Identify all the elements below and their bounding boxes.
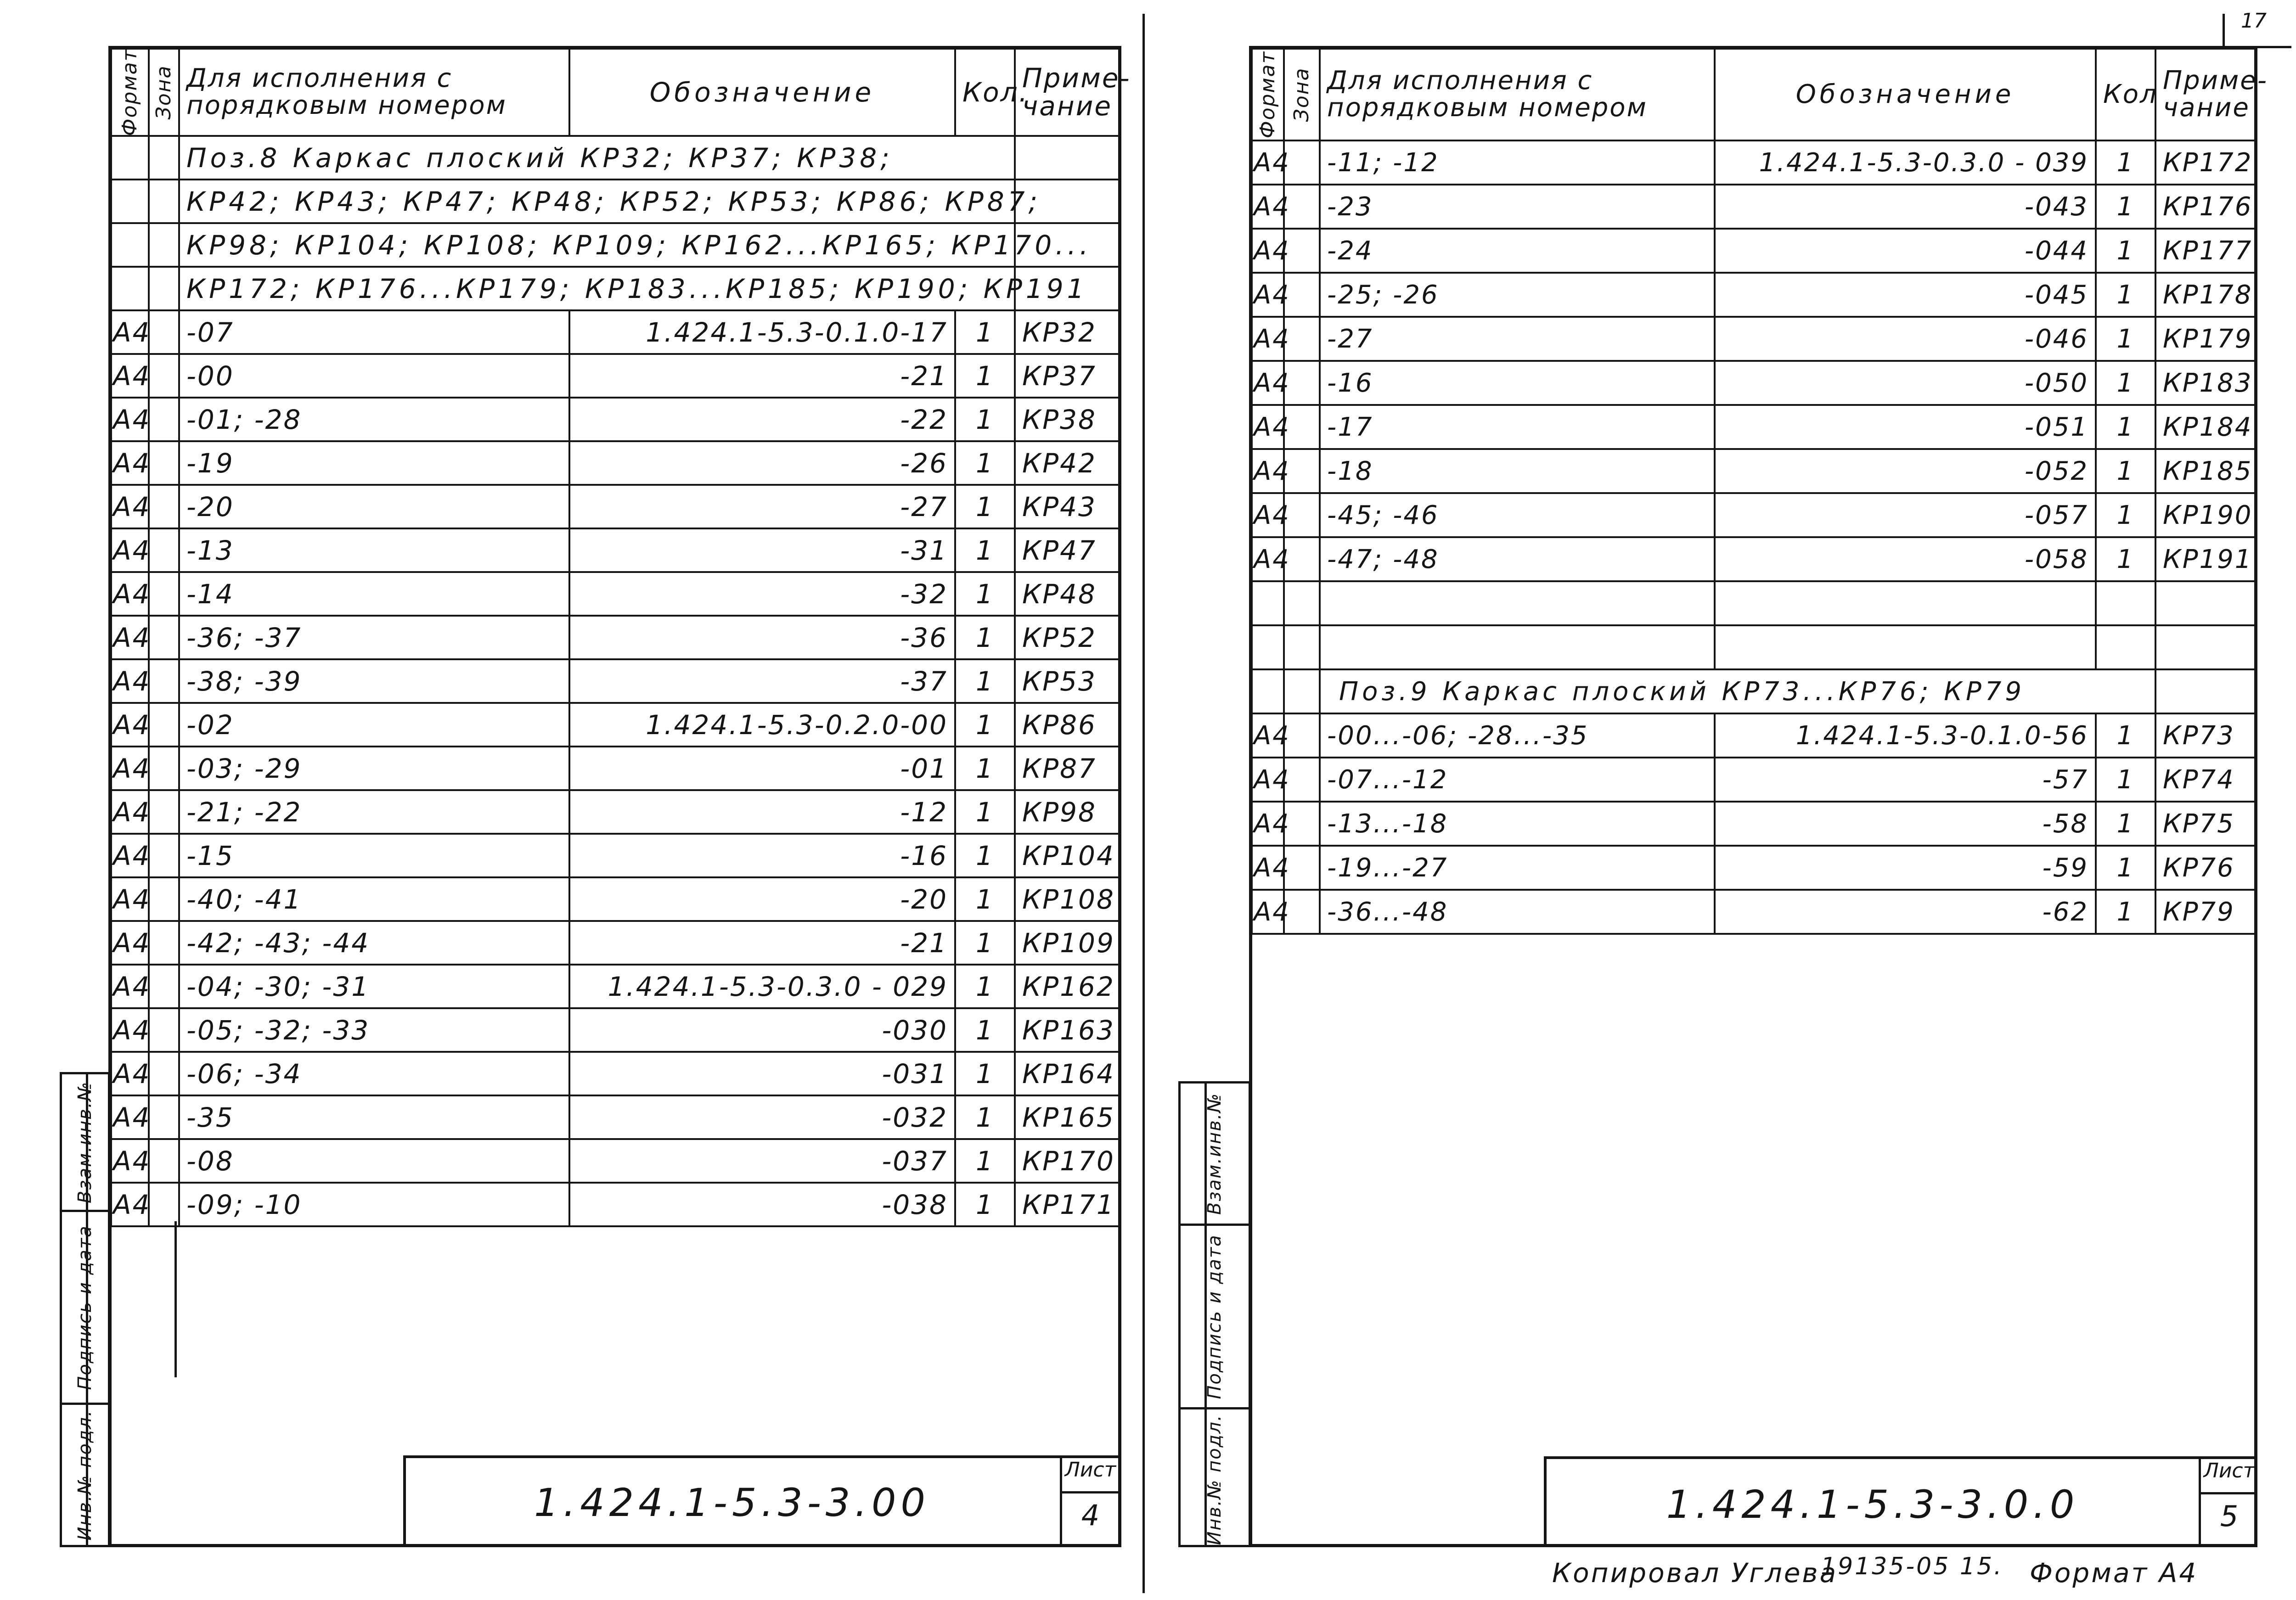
cell-qty: 1 bbox=[955, 1008, 1015, 1052]
cell-variant: -00...-06; -28...-35 bbox=[1320, 713, 1715, 758]
cell-note: КР53 bbox=[1015, 659, 1120, 703]
header-format: Формат bbox=[1252, 49, 1284, 140]
binding-orig-inv: Инв.№ подл. bbox=[74, 1409, 96, 1541]
group-row bbox=[111, 223, 1120, 267]
cell-variant: -00 bbox=[179, 354, 569, 398]
cell-note: КР75 bbox=[2155, 802, 2257, 846]
right-stamp-code: 1.424.1-5.3-3.0.0 bbox=[1666, 1482, 2079, 1527]
cell-format: А4 bbox=[111, 398, 149, 441]
cell-qty: 1 bbox=[2096, 361, 2155, 405]
cell-format: А4 bbox=[111, 790, 149, 834]
table-row bbox=[1252, 273, 2257, 317]
cell-designation: -043 bbox=[1715, 185, 2096, 229]
right-binding-strip bbox=[1178, 1081, 1251, 1547]
header-zone: Зона bbox=[1284, 49, 1320, 140]
cell-qty: 1 bbox=[955, 965, 1015, 1008]
cell-note: КР73 bbox=[2155, 713, 2257, 758]
group-row bbox=[1252, 669, 2257, 713]
table-row bbox=[111, 965, 1120, 1008]
table-row bbox=[111, 310, 1120, 354]
cell-variant: -47; -48 bbox=[1320, 537, 1715, 581]
cell-variant: -23 bbox=[1320, 185, 1715, 229]
cell-format: А4 bbox=[111, 921, 149, 965]
cell-zone bbox=[149, 310, 179, 354]
cell-variant: -17 bbox=[1320, 405, 1715, 449]
table-row bbox=[111, 790, 1120, 834]
group-title-line: КР172; КР176...КР179; КР183...КР185; КР190; КР191 bbox=[179, 267, 1015, 310]
cell-zone bbox=[149, 616, 179, 659]
table-row bbox=[111, 1052, 1120, 1095]
left-binding-strip bbox=[60, 1072, 110, 1547]
cell-designation: -58 bbox=[1715, 802, 2096, 846]
cell-format: А4 bbox=[111, 616, 149, 659]
group-title-line: Поз.8 Каркас плоский КР32; КР37; КР38; bbox=[179, 136, 1015, 180]
cell-variant: -21; -22 bbox=[179, 790, 569, 834]
cell-note: КР178 bbox=[2155, 273, 2257, 317]
cell-format: А4 bbox=[111, 659, 149, 703]
cell-designation: -037 bbox=[569, 1139, 955, 1183]
cell-note: КР179 bbox=[2155, 317, 2257, 361]
cell-designation: -032 bbox=[569, 1095, 955, 1139]
cell-variant: -36; -37 bbox=[179, 616, 569, 659]
cell-format: А4 bbox=[1252, 273, 1284, 317]
cell-note: КР163 bbox=[1015, 1008, 1120, 1052]
footer-order-number: 19135-05 15. bbox=[1821, 1553, 2003, 1580]
cell-note: КР98 bbox=[1015, 790, 1120, 834]
blank-row bbox=[1252, 581, 2257, 625]
binding-orig-inv: Инв.№ подл. bbox=[1204, 1414, 1225, 1545]
cell-designation: -044 bbox=[1715, 229, 2096, 273]
cell-qty: 1 bbox=[955, 354, 1015, 398]
cell-format: А4 bbox=[1252, 890, 1284, 934]
cell-variant: -13...-18 bbox=[1320, 802, 1715, 846]
binding-sign-date: Подпись и дата bbox=[1181, 1226, 1249, 1409]
cell-designation: -26 bbox=[569, 441, 955, 485]
cell-note: КР177 bbox=[2155, 229, 2257, 273]
cell-format: А4 bbox=[1252, 185, 1284, 229]
cell-designation: -057 bbox=[1715, 493, 2096, 537]
cell-format: А4 bbox=[111, 1095, 149, 1139]
table-row bbox=[1252, 846, 2257, 890]
cell-format: А4 bbox=[111, 310, 149, 354]
cell-designation: 1.424.1-5.3-0.3.0 - 029 bbox=[569, 965, 955, 1008]
table-row bbox=[111, 1139, 1120, 1183]
table-row bbox=[1252, 758, 2257, 802]
right-sheet-number bbox=[2199, 1459, 2257, 1544]
cell-format: А4 bbox=[1252, 317, 1284, 361]
cell-zone bbox=[149, 834, 179, 877]
table-row bbox=[111, 572, 1120, 616]
cell-qty: 1 bbox=[955, 747, 1015, 790]
binding-sign-date: Подпись и дата bbox=[62, 1212, 108, 1405]
table-row bbox=[111, 441, 1120, 485]
cell-format: А4 bbox=[1252, 758, 1284, 802]
cell-variant: -38; -39 bbox=[179, 659, 569, 703]
header-format: Формат bbox=[111, 49, 149, 136]
cell-note: КР170 bbox=[1015, 1139, 1120, 1183]
cell-variant: -13 bbox=[179, 528, 569, 572]
cell-note: КР184 bbox=[2155, 405, 2257, 449]
cell-qty: 1 bbox=[955, 485, 1015, 528]
cell-variant: -36...-48 bbox=[1320, 890, 1715, 934]
cell-zone bbox=[149, 965, 179, 1008]
cell-variant: -24 bbox=[1320, 229, 1715, 273]
cell-variant: -16 bbox=[1320, 361, 1715, 405]
cell-zone bbox=[149, 1052, 179, 1095]
cell-note: КР76 bbox=[2155, 846, 2257, 890]
cell-designation: 1.424.1-5.3-0.1.0-56 bbox=[1715, 713, 2096, 758]
cell-note: КР109 bbox=[1015, 921, 1120, 965]
cell-variant: -05; -32; -33 bbox=[179, 1008, 569, 1052]
cell-format: А4 bbox=[111, 528, 149, 572]
table-row bbox=[1252, 713, 2257, 758]
left-title-block bbox=[403, 1455, 1121, 1547]
cell-note: КР74 bbox=[2155, 758, 2257, 802]
header-variant: Для исполнения с порядковым номером bbox=[179, 49, 569, 136]
cell-designation: -21 bbox=[569, 354, 955, 398]
cell-note: КР162 bbox=[1015, 965, 1120, 1008]
cell-note: КР86 bbox=[1015, 703, 1120, 747]
table-row bbox=[111, 659, 1120, 703]
group-row bbox=[111, 180, 1120, 223]
cell-qty: 1 bbox=[955, 790, 1015, 834]
cell-qty: 1 bbox=[955, 1052, 1015, 1095]
cell-note: КР108 bbox=[1015, 877, 1120, 921]
group-title-line: КР42; КР43; КР47; КР48; КР52; КР53; КР86; КР87; bbox=[179, 180, 1015, 223]
cell-designation: -57 bbox=[1715, 758, 2096, 802]
group-row bbox=[111, 267, 1120, 310]
left-spec-table bbox=[110, 48, 1131, 1227]
cell-qty: 1 bbox=[2096, 537, 2155, 581]
table-row bbox=[111, 354, 1120, 398]
cell-variant: -02 bbox=[179, 703, 569, 747]
cell-zone bbox=[149, 703, 179, 747]
cell-zone bbox=[149, 659, 179, 703]
cell-note: КР32 bbox=[1015, 310, 1120, 354]
header-qty: Кол. bbox=[955, 49, 1015, 136]
cell-format: А4 bbox=[1252, 846, 1284, 890]
right-spec-table bbox=[1251, 48, 2268, 935]
table-row bbox=[111, 398, 1120, 441]
header-note: Приме- чание bbox=[1015, 49, 1120, 136]
cell-designation: -031 bbox=[569, 1052, 955, 1095]
cell-note: КР37 bbox=[1015, 354, 1120, 398]
sheet-label: Лист bbox=[1062, 1458, 1119, 1493]
cell-note: КР104 bbox=[1015, 834, 1120, 877]
cell-zone bbox=[149, 485, 179, 528]
cell-note: КР172 bbox=[2155, 140, 2257, 185]
cell-format: А4 bbox=[111, 354, 149, 398]
table-row bbox=[1252, 405, 2257, 449]
sheet-number: 4 bbox=[1081, 1499, 1100, 1532]
cell-format: А4 bbox=[1252, 405, 1284, 449]
cell-designation: -31 bbox=[569, 528, 955, 572]
cell-qty: 1 bbox=[2096, 713, 2155, 758]
cell-designation: -058 bbox=[1715, 537, 2096, 581]
cell-zone bbox=[149, 790, 179, 834]
cell-zone bbox=[149, 528, 179, 572]
cell-note: КР185 bbox=[2155, 449, 2257, 493]
header-designation: Обозначение bbox=[569, 49, 955, 136]
cell-zone bbox=[149, 747, 179, 790]
cell-qty: 1 bbox=[2096, 758, 2155, 802]
cell-qty: 1 bbox=[2096, 273, 2155, 317]
cell-format: А4 bbox=[111, 965, 149, 1008]
table-row bbox=[111, 485, 1120, 528]
cell-variant: -04; -30; -31 bbox=[179, 965, 569, 1008]
cell-qty: 1 bbox=[2096, 317, 2155, 361]
cell-qty: 1 bbox=[955, 441, 1015, 485]
cell-qty: 1 bbox=[955, 1095, 1015, 1139]
cell-format: А4 bbox=[1252, 140, 1284, 185]
group-title-line: Поз.9 Каркас плоский КР73...КР76; КР79 bbox=[1320, 669, 2155, 713]
cell-variant: -19 bbox=[179, 441, 569, 485]
cell-designation: -59 bbox=[1715, 846, 2096, 890]
cell-qty: 1 bbox=[955, 310, 1015, 354]
binding-replace-inv: Взам.инв.№ bbox=[1181, 1084, 1249, 1226]
cell-format: А4 bbox=[1252, 802, 1284, 846]
cell-note: КР38 bbox=[1015, 398, 1120, 441]
cell-qty: 1 bbox=[955, 528, 1015, 572]
cell-variant: -01; -28 bbox=[179, 398, 569, 441]
table-row bbox=[1252, 537, 2257, 581]
cell-note: КР176 bbox=[2155, 185, 2257, 229]
cell-qty: 1 bbox=[955, 616, 1015, 659]
cell-qty: 1 bbox=[2096, 185, 2155, 229]
cell-zone bbox=[149, 1139, 179, 1183]
table-row bbox=[1252, 802, 2257, 846]
cell-note: КР164 bbox=[1015, 1052, 1120, 1095]
table-row bbox=[111, 747, 1120, 790]
table-row bbox=[111, 1095, 1120, 1139]
footer-copied-by: Копировал Углева bbox=[1552, 1557, 1838, 1589]
table-row bbox=[111, 703, 1120, 747]
cell-variant: -18 bbox=[1320, 449, 1715, 493]
cell-variant: -27 bbox=[1320, 317, 1715, 361]
table-row bbox=[1252, 890, 2257, 934]
cell-format: А4 bbox=[111, 1139, 149, 1183]
cell-qty: 1 bbox=[2096, 846, 2155, 890]
cell-designation: -052 bbox=[1715, 449, 2096, 493]
page-number: 17 bbox=[2241, 9, 2267, 33]
cell-zone bbox=[149, 572, 179, 616]
cell-variant: -45; -46 bbox=[1320, 493, 1715, 537]
cell-designation: -20 bbox=[569, 877, 955, 921]
cell-variant: -40; -41 bbox=[179, 877, 569, 921]
left-table-extension bbox=[174, 1221, 177, 1377]
cell-designation: 1.424.1-5.3-0.1.0-17 bbox=[569, 310, 955, 354]
cell-designation: 1.424.1-5.3-0.2.0-00 bbox=[569, 703, 955, 747]
table-row bbox=[1252, 449, 2257, 493]
cell-note: КР171 bbox=[1015, 1183, 1120, 1226]
cell-format: А4 bbox=[111, 877, 149, 921]
cell-qty: 1 bbox=[955, 877, 1015, 921]
cell-designation: 1.424.1-5.3-0.3.0 - 039 bbox=[1715, 140, 2096, 185]
cell-designation: -030 bbox=[569, 1008, 955, 1052]
cell-qty: 1 bbox=[2096, 493, 2155, 537]
table-row bbox=[111, 877, 1120, 921]
table-row bbox=[111, 834, 1120, 877]
table-row bbox=[111, 616, 1120, 659]
cell-variant: -11; -12 bbox=[1320, 140, 1715, 185]
cell-designation: -050 bbox=[1715, 361, 2096, 405]
cell-qty: 1 bbox=[955, 398, 1015, 441]
sheet-label: Лист bbox=[2201, 1459, 2257, 1494]
cell-format: А4 bbox=[111, 747, 149, 790]
cell-variant: -06; -34 bbox=[179, 1052, 569, 1095]
header-variant: Для исполнения с порядковым номером bbox=[1320, 49, 1715, 140]
table-row bbox=[111, 1183, 1120, 1226]
table-row bbox=[1252, 229, 2257, 273]
cell-variant: -08 bbox=[179, 1139, 569, 1183]
cell-format: А4 bbox=[1252, 361, 1284, 405]
cell-designation: -16 bbox=[569, 834, 955, 877]
cell-designation: -051 bbox=[1715, 405, 2096, 449]
table-row bbox=[1252, 317, 2257, 361]
header-note: Приме- чание bbox=[2155, 49, 2257, 140]
header-zone: Зона bbox=[149, 49, 179, 136]
cell-variant: -42; -43; -44 bbox=[179, 921, 569, 965]
cell-format: А4 bbox=[1252, 713, 1284, 758]
cell-format: А4 bbox=[111, 1008, 149, 1052]
binding-replace-inv: Взам.инв.№ bbox=[62, 1074, 108, 1212]
cell-format: А4 bbox=[111, 1183, 149, 1226]
cell-variant: -20 bbox=[179, 485, 569, 528]
cell-format: А4 bbox=[1252, 537, 1284, 581]
cell-note: КР42 bbox=[1015, 441, 1120, 485]
cell-note: КР191 bbox=[2155, 537, 2257, 581]
cell-format: А4 bbox=[111, 572, 149, 616]
cell-format: А4 bbox=[111, 441, 149, 485]
table-row bbox=[111, 528, 1120, 572]
cell-note: КР48 bbox=[1015, 572, 1120, 616]
cell-note: КР165 bbox=[1015, 1095, 1120, 1139]
cell-note: КР43 bbox=[1015, 485, 1120, 528]
cell-variant: -35 bbox=[179, 1095, 569, 1139]
cell-qty: 1 bbox=[955, 921, 1015, 965]
cell-variant: -15 bbox=[179, 834, 569, 877]
cell-qty: 1 bbox=[955, 1183, 1015, 1226]
cell-qty: 1 bbox=[955, 834, 1015, 877]
cell-designation: -12 bbox=[569, 790, 955, 834]
cell-variant: -03; -29 bbox=[179, 747, 569, 790]
cell-designation: -01 bbox=[569, 747, 955, 790]
cell-zone bbox=[149, 877, 179, 921]
cell-zone bbox=[149, 354, 179, 398]
cell-note: КР183 bbox=[2155, 361, 2257, 405]
cell-qty: 1 bbox=[955, 572, 1015, 616]
table-row bbox=[111, 921, 1120, 965]
cell-designation: -36 bbox=[569, 616, 955, 659]
cell-qty: 1 bbox=[955, 703, 1015, 747]
cell-designation: -046 bbox=[1715, 317, 2096, 361]
group-title-line: КР98; КР104; КР108; КР109; КР162...КР165; КР170... bbox=[179, 223, 1015, 267]
cell-format: А4 bbox=[1252, 229, 1284, 273]
cell-format: А4 bbox=[1252, 449, 1284, 493]
cell-designation: -32 bbox=[569, 572, 955, 616]
cell-note: КР87 bbox=[1015, 747, 1120, 790]
footer-format: Формат А4 bbox=[2030, 1557, 2198, 1589]
cell-note: КР52 bbox=[1015, 616, 1120, 659]
table-header bbox=[111, 49, 1120, 136]
cell-qty: 1 bbox=[955, 659, 1015, 703]
group-row bbox=[111, 136, 1120, 180]
cell-format: А4 bbox=[111, 1052, 149, 1095]
cell-note: КР47 bbox=[1015, 528, 1120, 572]
cell-zone bbox=[149, 1183, 179, 1226]
cell-qty: 1 bbox=[2096, 890, 2155, 934]
cell-format: А4 bbox=[111, 485, 149, 528]
cell-qty: 1 bbox=[2096, 229, 2155, 273]
cell-variant: -14 bbox=[179, 572, 569, 616]
cell-qty: 1 bbox=[2096, 802, 2155, 846]
cell-qty: 1 bbox=[2096, 405, 2155, 449]
cell-zone bbox=[149, 398, 179, 441]
center-fold-line bbox=[1142, 14, 1145, 1593]
left-stamp-code: 1.424.1-5.3-3.00 bbox=[534, 1480, 930, 1525]
cell-variant: -09; -10 bbox=[179, 1183, 569, 1226]
cell-note: КР79 bbox=[2155, 890, 2257, 934]
cell-format: А4 bbox=[111, 703, 149, 747]
cell-format: А4 bbox=[1252, 493, 1284, 537]
cell-designation: -22 bbox=[569, 398, 955, 441]
blank-row bbox=[1252, 625, 2257, 669]
cell-variant: -25; -26 bbox=[1320, 273, 1715, 317]
cell-zone bbox=[149, 1095, 179, 1139]
cell-format: А4 bbox=[111, 834, 149, 877]
cell-note: КР190 bbox=[2155, 493, 2257, 537]
cell-qty: 1 bbox=[2096, 140, 2155, 185]
cell-qty: 1 bbox=[2096, 449, 2155, 493]
header-qty: Кол bbox=[2096, 49, 2155, 140]
cell-zone bbox=[149, 1008, 179, 1052]
table-row bbox=[1252, 140, 2257, 185]
cell-variant: -19...-27 bbox=[1320, 846, 1715, 890]
table-header bbox=[1252, 49, 2257, 140]
sheet-number: 5 bbox=[2220, 1499, 2239, 1533]
cell-variant: -07 bbox=[179, 310, 569, 354]
cell-qty: 1 bbox=[955, 1139, 1015, 1183]
cell-designation: -62 bbox=[1715, 890, 2096, 934]
cell-designation: -21 bbox=[569, 921, 955, 965]
cell-designation: -038 bbox=[569, 1183, 955, 1226]
table-row bbox=[1252, 493, 2257, 537]
cell-designation: -37 bbox=[569, 659, 955, 703]
table-row bbox=[111, 1008, 1120, 1052]
header-designation: Обозначение bbox=[1715, 49, 2096, 140]
cell-variant: -07...-12 bbox=[1320, 758, 1715, 802]
cell-zone bbox=[149, 921, 179, 965]
table-row bbox=[1252, 185, 2257, 229]
left-sheet-number bbox=[1060, 1458, 1119, 1544]
cell-designation: -27 bbox=[569, 485, 955, 528]
table-row bbox=[1252, 361, 2257, 405]
right-title-block bbox=[1544, 1456, 2257, 1547]
cell-zone bbox=[149, 441, 179, 485]
cell-designation: -045 bbox=[1715, 273, 2096, 317]
